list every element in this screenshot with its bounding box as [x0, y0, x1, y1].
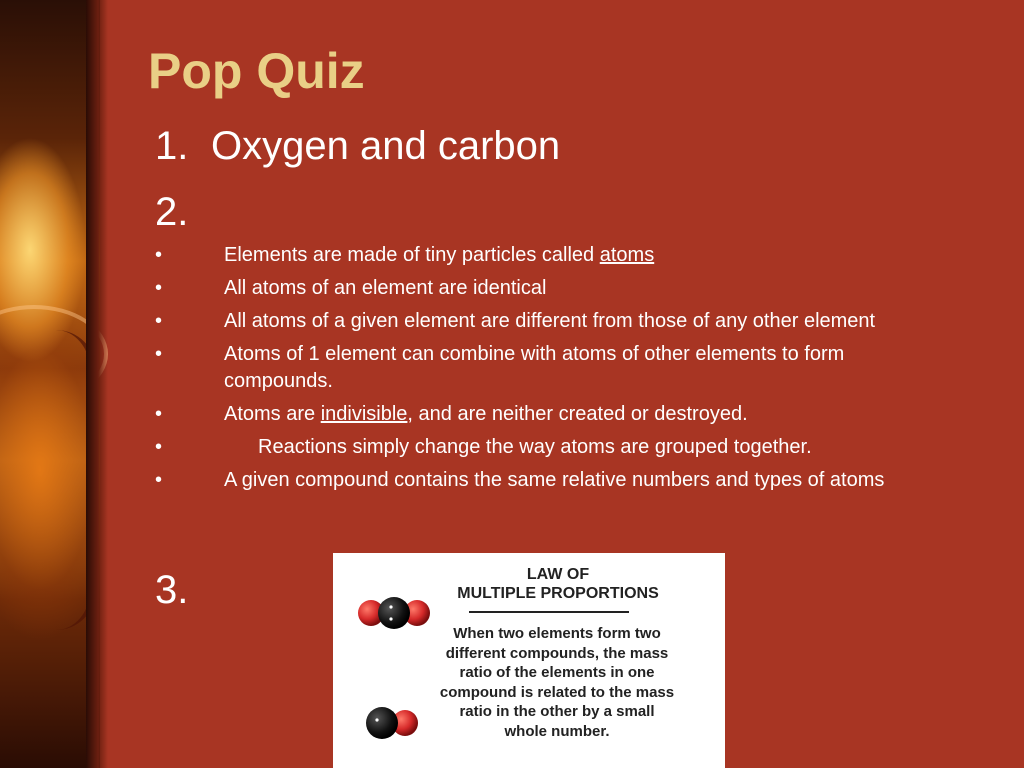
underlined-term: atoms: [599, 244, 655, 266]
quiz-item-number: 3.: [155, 568, 189, 612]
bullet-icon: •: [155, 277, 163, 299]
bullet-text: Reactions simply change the way atoms are grouped together.: [258, 436, 812, 458]
dalton-theory-list: [155, 242, 945, 500]
law-of-multiple-proportions-figure: [333, 553, 725, 768]
slide-title: Pop Quiz: [148, 43, 365, 99]
bullet-text: Elements are made of tiny particles called: [224, 244, 600, 266]
bullet-text: A given compound contains the same relative numbers and types of atoms: [224, 469, 885, 491]
figure-title-line-2: MULTIPLE PROPORTIONS: [457, 585, 659, 602]
bullet-icon: •: [155, 436, 163, 458]
list-item: [155, 275, 945, 302]
list-item: [155, 308, 945, 335]
bullet-text: Atoms are: [224, 403, 321, 425]
quiz-item-3: [155, 568, 211, 613]
bullet-text: All atoms of an element are identical: [224, 277, 547, 299]
list-item: [155, 467, 945, 494]
bullet-text-end: , and are neither created or destroyed.: [407, 403, 748, 425]
underlined-term: indivisible: [320, 403, 408, 425]
decorative-glassware-photo: [0, 0, 100, 768]
co-molecule-icon: [363, 703, 423, 745]
photo-shadow: [86, 0, 108, 768]
bullet-icon: •: [155, 310, 163, 332]
beaker-edge: [0, 330, 96, 630]
figure-title-line-1: LAW OF: [526, 566, 590, 583]
list-item: [155, 401, 945, 428]
bullet-icon: •: [155, 403, 163, 425]
bullet-text: Atoms of 1 element can combine with atoms of other elements to form compounds.: [224, 343, 845, 392]
quiz-item-number: 1.: [155, 124, 189, 168]
figure-title: [433, 565, 683, 603]
quiz-item-1: [155, 124, 560, 169]
quiz-item-text: Oxygen and carbon: [211, 124, 561, 168]
figure-divider: [469, 611, 629, 613]
list-item: [155, 434, 945, 461]
figure-body-text: When two elements form two different compounds, the mass ratio of the elements in one compound is related to the mass ratio in the other by a small whole number.: [439, 625, 675, 740]
list-item: [155, 242, 945, 269]
quiz-item-number: 2.: [155, 190, 189, 234]
bullet-text: All atoms of a given element are different from those of any other element: [224, 310, 876, 332]
co2-molecule-icon: [357, 593, 431, 635]
bullet-icon: •: [155, 343, 163, 365]
quiz-item-2: [155, 190, 211, 235]
list-item: [155, 341, 945, 395]
bullet-icon: •: [155, 244, 163, 266]
bullet-icon: •: [155, 469, 163, 491]
